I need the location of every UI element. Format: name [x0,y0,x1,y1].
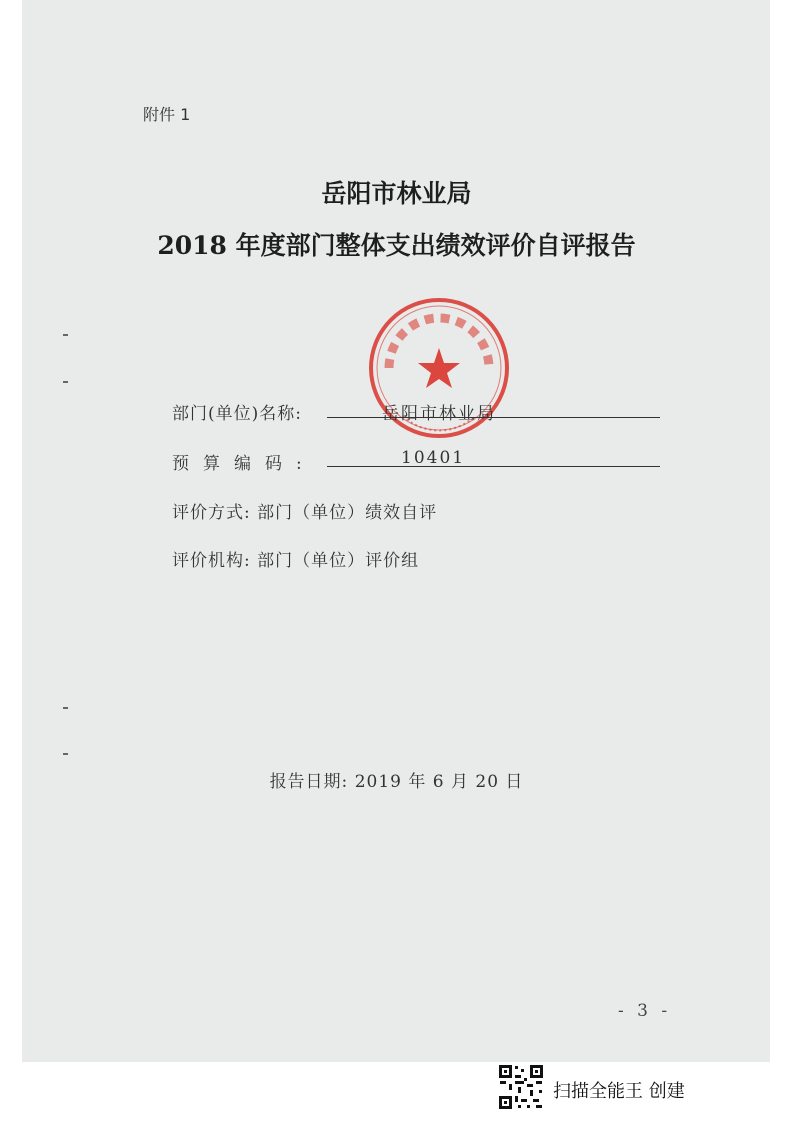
evaluation-org: 评价机构: 部门（单位）评价组 [172,551,420,571]
report-date: 报告日期: 2019 年 6 月 20 日 [269,772,524,792]
document-page [22,0,770,1062]
page-number: - 3 - [618,1001,672,1021]
qr-code-icon [497,1063,545,1111]
budget-code-label: 预算编码: [172,454,316,474]
evaluation-method: 评价方式: 部门（单位）绩效自评 [172,503,438,523]
binding-mark [63,753,68,755]
budget-code-underline [327,466,660,467]
page-title: 岳阳市林业局 [321,179,472,208]
binding-mark [63,334,68,336]
attachment-label: 附件 1 [143,105,191,124]
scanner-watermark-text: 扫描全能王 创建 [553,1081,685,1102]
binding-mark [63,381,68,383]
budget-code-value: 10401 [401,448,466,468]
department-name-value: 岳阳市林业局 [382,404,496,424]
page-subtitle: 2018 年度部门整体支出绩效评价自评报告 [157,231,636,260]
binding-mark [63,707,68,709]
department-name-label: 部门(单位)名称: [172,404,302,424]
